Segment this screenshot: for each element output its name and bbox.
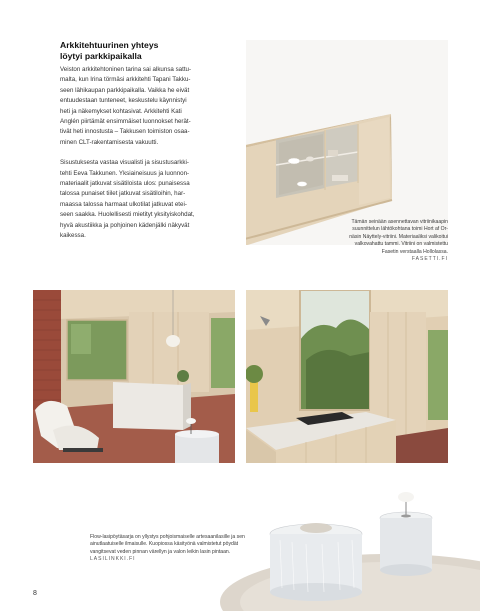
caption-line: valkovahattu tammi. Vitriini on valmistettu [354, 241, 448, 248]
text-line: kaikessa. [60, 232, 86, 240]
vitrine-illustration [246, 40, 448, 245]
caption-line: näsin Näyttely-vitriini. Materiaaliksi valikoitui [349, 233, 448, 240]
living-room-illustration [33, 290, 235, 463]
living-room-photo [33, 290, 235, 463]
article-heading [60, 40, 238, 62]
heading-line: Arkkitehtuurinen yhteys [60, 40, 159, 50]
text-line: seen lähikaupan parkkipaikalla. Vaikka he eivät [60, 86, 190, 94]
caption-credit: LASILINKKI.FI [90, 556, 136, 563]
text-line: talossa punaiset tiilet jatkuvat sisätiloihin, har- [60, 190, 186, 198]
article-paragraph [60, 65, 238, 148]
caption-line: suunnittelun lähtökohtana toimi Hort af Or- [352, 226, 448, 233]
text-line: tehti Eeva Takkunen. Yksiaineisuus ja luonnon- [60, 169, 190, 177]
text-line: maassa talossa harmaat ulkotilat jatkuvat etei- [60, 200, 187, 208]
article-paragraph [60, 158, 238, 241]
caption-line: Tämän seinään asennettavan vitriinikaapin [351, 219, 448, 225]
caption-line: ainutlaatuiselle ilmaisulle. Kuopiossa käsityönä valmistetut pöydät [90, 541, 239, 548]
text-line: tivät heti innostusta – Takkusen toimiston osaa- [60, 128, 190, 136]
text-line: heti ja näkemykset kohtasivat. Arkkitehti Kati [60, 107, 182, 115]
text-line: minen CLT-rakentamisesta vakuutti. [60, 138, 159, 146]
vitrine-cabinet-image [246, 40, 448, 245]
article [60, 40, 238, 252]
page-number: 8 [33, 590, 37, 597]
heading-line: löytyi parkkipaikalla [60, 51, 142, 61]
text-line: malta, kun Irina törmäsi arkkitehti Tapani Takku- [60, 76, 191, 84]
text-line: Sisustuksesta vastaa visualisti ja sisustusarkki- [60, 159, 189, 167]
glass-tables-caption [90, 534, 245, 564]
text-line: hyvä akustiikka ja pohjoinen kädenjälki näkyvät [60, 221, 190, 229]
text-line: seen saakka. Huolellisesti mietityt yksityiskohdat, [60, 211, 195, 219]
caption-line: Fasetin verstaalla Hollolassa. [381, 248, 448, 255]
caption-credit: FASETTI.FI [411, 256, 448, 263]
vitrine-caption [316, 219, 448, 263]
text-line: Anglén piirtämät ensimmäiset luonnokset herät- [60, 118, 191, 126]
text-line: materiaalit jatkuvat sisätiloista ulos: punaisessa [60, 180, 190, 188]
kitchen-illustration [246, 290, 448, 463]
caption-line: Flow-lasipöytäsarja on yllystys pohjoismaiselle artesaanilasille ja sen [90, 534, 245, 540]
kitchen-photo [246, 290, 448, 463]
text-line: entuudestaan tunteneet, keskustelu käynnistyi [60, 97, 187, 105]
caption-line: vangitsevat veden pinnan värellyn ja valon leikin lasin pintaan. [90, 548, 231, 555]
text-line: Veiston arkkitehtoninen tarina sai alkunsa sattu- [60, 66, 192, 73]
